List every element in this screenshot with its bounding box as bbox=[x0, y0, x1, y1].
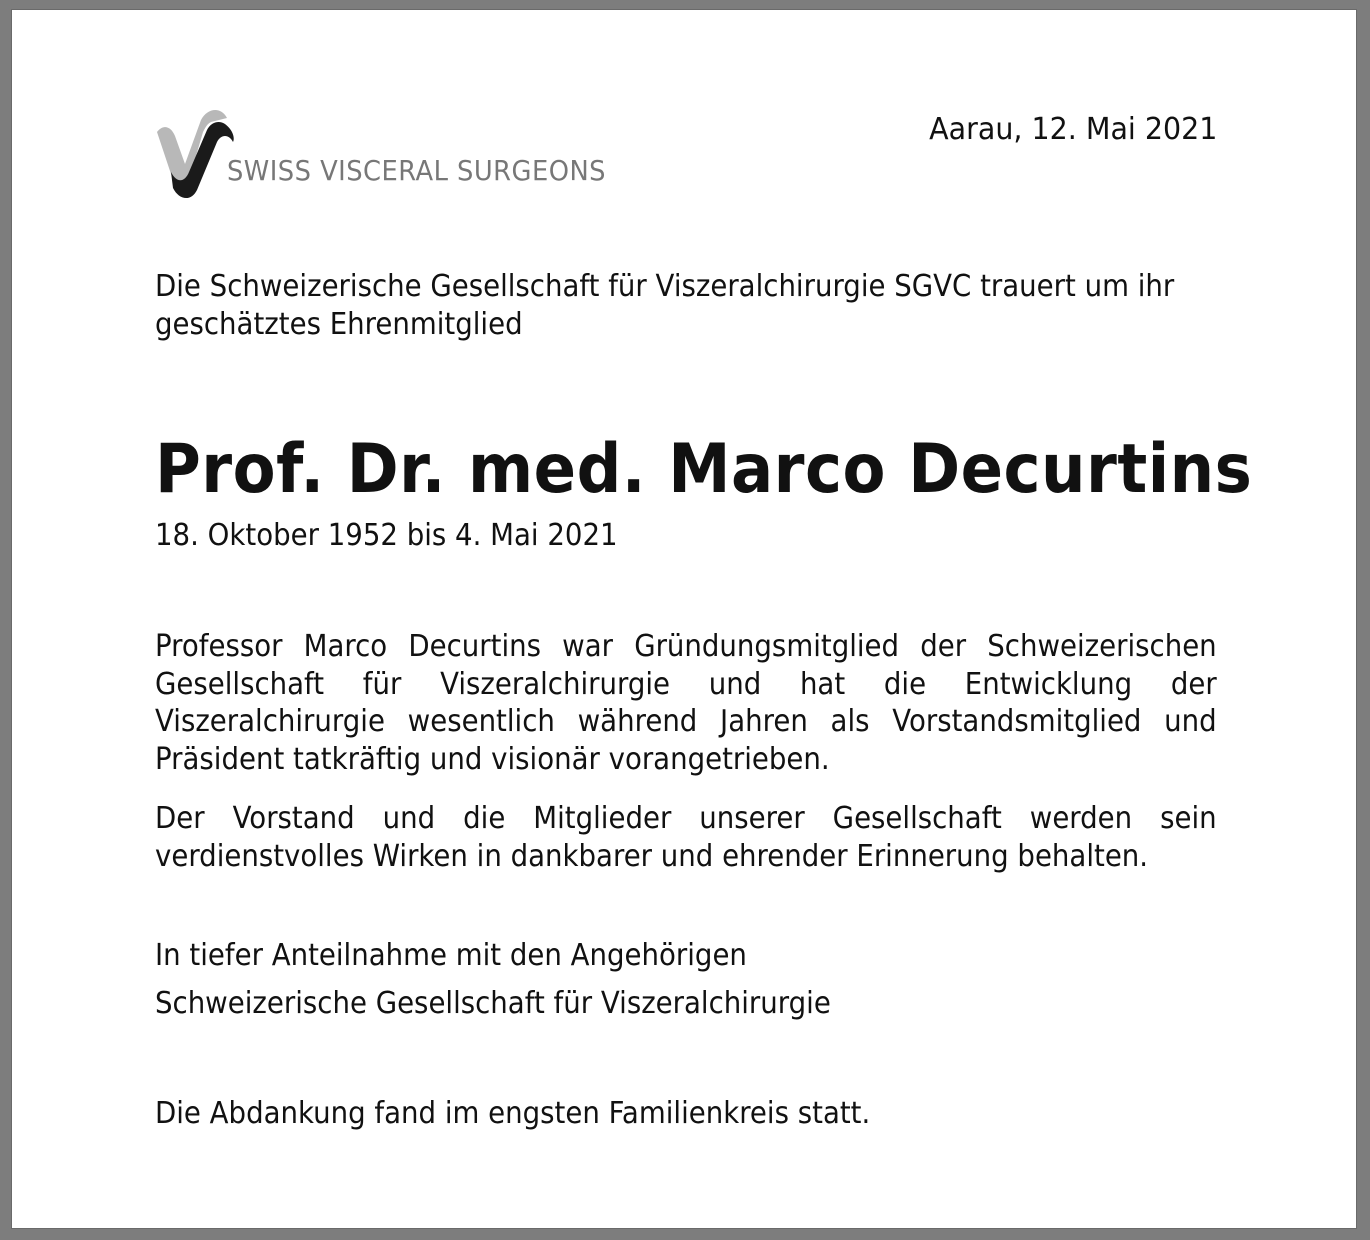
obituary-page bbox=[12, 10, 1356, 1228]
intro-text: Die Schweizerische Gesellschaft für Viszeralchirurgie SGVC trauert um ihr geschätztes Ehrenmitglied bbox=[155, 269, 1175, 342]
body-paragraph: Der Vorstand und die Mitglieder unserer Gesellschaft werden sein verdienstvolles Wirken in dankbarer und ehrender Erinnerung behalten. bbox=[155, 801, 1217, 874]
signature-organization: Schweizerische Gesellschaft für Viszeralchirurgie bbox=[155, 986, 831, 1021]
logo-text: SWISS VISCERAL SURGEONS bbox=[227, 154, 606, 187]
honoree-lifespan: 18. Oktober 1952 bis 4. Mai 2021 bbox=[155, 518, 618, 553]
swiss-visceral-surgeons-logo bbox=[155, 102, 675, 202]
honoree-name: Prof. Dr. med. Marco Decurtins bbox=[155, 430, 1253, 509]
body-paragraph: Professor Marco Decurtins war Gründungsmitglied der Schweizerischen Gesellschaft für Viszeralchirurgie und hat die Entwicklung der Viszeralchirurgie wesentlich während Jahren als Vorstandsmitglied und Präsident tatkräftig und visionär vorangetrieben. bbox=[155, 629, 1217, 777]
letter-date: Aarau, 12. Mai 2021 bbox=[928, 112, 1217, 147]
condolence-line: In tiefer Anteilnahme mit den Angehörigen bbox=[155, 938, 747, 973]
funeral-note: Die Abdankung fand im engsten Familienkreis statt. bbox=[155, 1096, 871, 1131]
v-swoosh-icon bbox=[155, 102, 245, 202]
